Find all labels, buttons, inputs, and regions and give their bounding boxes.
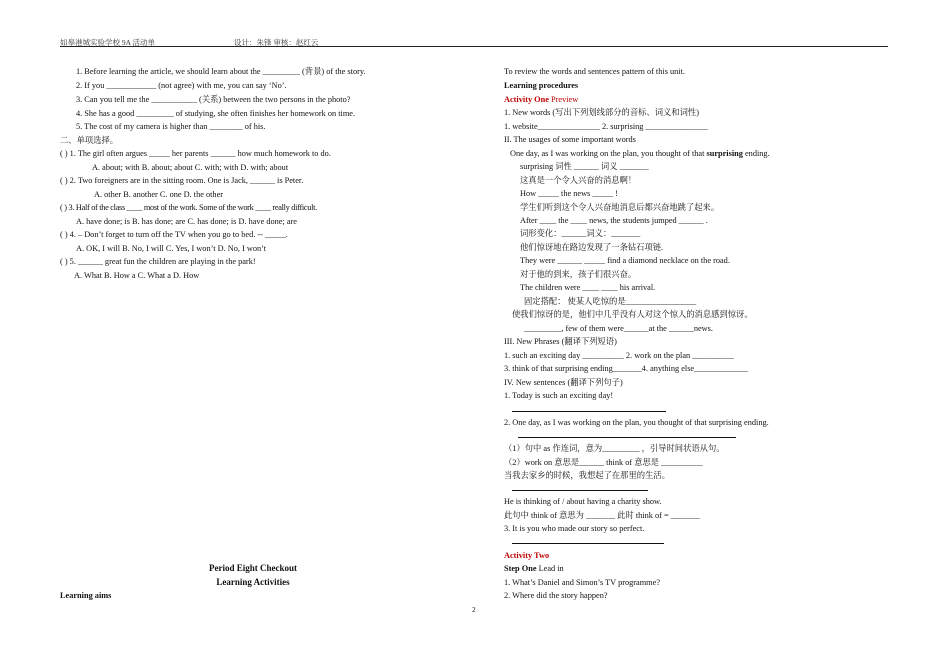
intro-text: To review the words and sentences pattern of this unit. [504, 67, 685, 76]
r-line-26: （2）work on 意思是______ think of 意思是 __________ [504, 458, 703, 467]
choice-q3: ( ) 3. Half of the class ____ most of the work. Some of the work ____ really difficult. [60, 203, 317, 212]
answer-line [518, 437, 736, 438]
header-design: 设计：朱锋 审核：赵红云 [234, 38, 319, 47]
r-line-14: 固定搭配： 使某人吃惊的是_________________ [524, 297, 697, 306]
r-line-3-end: ending. [742, 149, 770, 158]
r-line-11: They were ______ _____ find a diamond necklace on the road. [520, 256, 730, 265]
fill-blank-3: 3. Can you tell me the ___________ (关系) between the two persons in the photo? [76, 95, 351, 104]
r-line-4: surprising 词性 ______ 词义 _______ [520, 162, 649, 171]
choice-q4-options: A. OK, I will B. No, I will C. Yes, I won’t D. No, I won’t [76, 244, 267, 253]
section-heading-choice: 二、单项选择。 [60, 136, 119, 145]
fill-blank-4: 4. She has a good _________ of studying, she often finishes her homework on time. [76, 109, 356, 118]
choice-q4: ( ) 4. – Don’t forget to turn off the TV when you go to bed. -- _____. [60, 230, 288, 239]
page-number: 2 [472, 605, 476, 614]
activity-two-heading: Activity Two [504, 551, 550, 560]
r-line-9: 词形变化：______词义：_______ [520, 229, 641, 238]
page-header [60, 37, 888, 47]
answer-line [512, 490, 648, 491]
r-line-12: 对于他的到来，孩子们很兴奋。 [520, 270, 637, 279]
fill-blank-1: 1. Before learning the article, we should learn about the _________ (背景) of the story. [76, 67, 366, 76]
procedures-heading: Learning procedures [504, 81, 579, 90]
choice-q2: ( ) 2. Two foreigners are in the sitting room. One is Jack, ______ is Peter. [60, 176, 304, 185]
choice-q1: ( ) 1. The girl often argues _____ her parents ______ how much homework to do. [60, 149, 331, 158]
fill-blank-2: 2. If you ____________ (not agree) with me, you can say ‘No’. [76, 81, 287, 90]
activity-one-heading [504, 94, 578, 105]
step-one-label: Step One [504, 564, 537, 573]
r-line-19: 3. think of that surprising ending_______4. anything else_____________ [504, 364, 749, 373]
header-school: 如皋港城实验学校 9A 活动单 [60, 38, 156, 47]
r-line-18: 1. such an exciting day __________ 2. work on the plan __________ [504, 351, 734, 360]
r-line-23: 2. One day, as I was working on the plan, you thought of that surprising ending. [504, 418, 769, 427]
r-line-1: 1. website_______________ 2. surprising _______________ [504, 122, 708, 131]
lead-in-q2: 2. Where did the story happen? [504, 591, 608, 600]
r-line-13: The children were ____ ____ his arrival. [520, 283, 656, 292]
r-line-31: 3. It is you who made our story so perfect. [504, 524, 645, 533]
step-one-heading [504, 563, 564, 574]
r-line-21: 1. Today is such an exciting day! [504, 391, 614, 400]
r-line-7: 学生们听到这个令人兴奋地消息后都兴奋地跳了起来。 [520, 203, 720, 212]
r-line-10: 他们惊讶地在路边发现了一条钻石项链. [520, 243, 664, 252]
r-line-0: 1. New words (写出下列划线部分的音标、词义和词性) [504, 108, 699, 117]
choice-q2-options: A. other B. another C. one D. the other [94, 190, 224, 199]
r-line-2: II. The usages of some important words [504, 135, 636, 144]
r-line-3 [510, 148, 770, 159]
choice-q3-options: A. have done; is B. has done; are C. has done; is D. have done; are [76, 217, 297, 226]
r-line-15: 使我们惊讶的是，他们中几乎没有人对这个惊人的消息感到惊讶。 [512, 310, 753, 319]
answer-line [512, 411, 666, 412]
r-line-3-text: One day, as I was working on the plan, you thought of that [510, 149, 707, 158]
learning-aims: Learning aims [60, 591, 112, 600]
choice-q5: ( ) 5. ______ great fun the children are playing in the park! [60, 257, 256, 266]
r-line-5: 这真是一个令人兴奋的消息啊！ [520, 176, 637, 185]
period-title: Period Eight Checkout [208, 563, 297, 573]
choice-q1-options: A. about; with B. about; about C. with; with D. with; about [92, 163, 289, 172]
lead-in-label: Lead in [536, 564, 564, 573]
activities-title: Learning Activities [216, 577, 290, 587]
r-line-30: 此句中 think of 意思为 _______ 此时 think of = _______ [504, 511, 700, 520]
r-line-6: How _____ the news _____ ! [520, 189, 618, 198]
preview-label: Preview [548, 95, 579, 104]
r-line-27: 当我去家乡的时候，我想起了在那里的生活。 [504, 471, 670, 480]
surprising-bold: surprising [706, 149, 743, 158]
activity-one-label: Activity One [504, 95, 549, 104]
r-line-25: （1）句中 as 作连词，意为_________ ，引导时间状语从句。 [504, 444, 725, 453]
choice-q5-options: A. What B. How a C. What a D. How [74, 271, 200, 280]
r-line-8: After ____ the ____ news, the students jumped ______ . [520, 216, 708, 225]
r-line-29: He is thinking of / about having a charity show. [504, 497, 662, 506]
fill-blank-5: 5. The cost of my camera is higher than ________ of his. [76, 122, 266, 131]
r-line-17: III. New Phrases (翻译下列短语) [504, 337, 617, 346]
lead-in-q1: 1. What’s Daniel and Simon’s TV programme? [504, 578, 661, 587]
answer-line [512, 543, 664, 544]
r-line-16: _________, few of them were______at the ______news. [524, 324, 713, 333]
r-line-20: IV. New sentences (翻译下列句子) [504, 378, 623, 387]
